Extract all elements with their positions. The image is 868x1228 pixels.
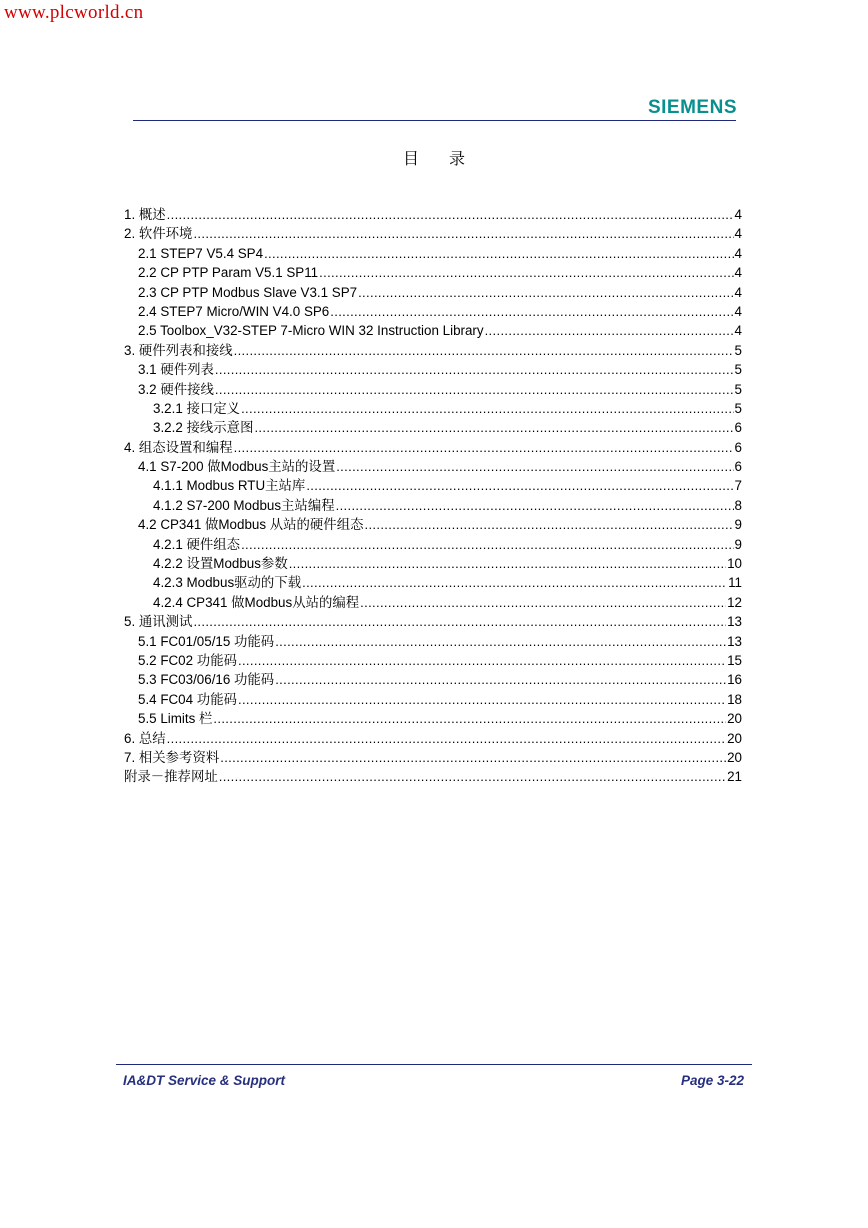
toc-dot-leader	[360, 593, 726, 612]
toc-entry-title: 2.2 CP PTP Param V5.1 SP11	[138, 265, 319, 281]
toc-dot-leader	[289, 554, 726, 573]
toc-entry-title: 4.2.3 Modbus驱动的下载	[153, 575, 302, 591]
toc-entry-page: 11	[728, 575, 742, 591]
toc-entry-title: 7. 相关参考资料	[124, 749, 220, 765]
toc-dot-leader	[275, 632, 726, 651]
toc-entry-page: 5	[734, 400, 742, 416]
toc-entry-page: 15	[727, 652, 742, 668]
toc-entry-page: 9	[734, 517, 742, 533]
toc-entry[interactable]	[124, 418, 742, 437]
toc-entry[interactable]	[124, 767, 742, 786]
toc-entry-page: 21	[727, 769, 742, 785]
toc-entry[interactable]	[124, 457, 742, 476]
toc-entry-title: 3. 硬件列表和接线	[124, 342, 233, 358]
toc-entry[interactable]	[124, 496, 742, 515]
toc-entry[interactable]	[124, 709, 742, 728]
toc-dot-leader	[193, 224, 733, 243]
toc-entry-title: 5.5 Limits 栏	[138, 711, 213, 727]
toc-entry[interactable]	[124, 244, 742, 263]
toc-entry-title: 2.5 Toolbox_V32-STEP 7-Micro WIN 32 Instruction Library	[138, 323, 484, 339]
toc-entry-title: 3.2.1 接口定义	[153, 400, 241, 416]
toc-entry[interactable]	[124, 690, 742, 709]
toc-entry[interactable]	[124, 399, 742, 418]
toc-entry-page: 4	[734, 284, 742, 300]
toc-entry-title: 4.2 CP341 做Modbus 从站的硬件组态	[138, 517, 364, 533]
toc-entry-title: 4.2.1 硬件组态	[153, 536, 241, 552]
toc-entry-page: 5	[734, 362, 742, 378]
toc-entry-page: 7	[734, 478, 742, 494]
toc-entry[interactable]	[124, 476, 742, 495]
toc-dot-leader	[241, 535, 733, 554]
toc-entry-title: 5. 通讯测试	[124, 614, 193, 630]
toc-entry-page: 18	[727, 691, 742, 707]
toc-entry-page: 16	[727, 672, 742, 688]
toc-entry[interactable]	[124, 341, 742, 360]
toc-entry[interactable]	[124, 651, 742, 670]
table-of-contents	[124, 205, 742, 787]
toc-dot-leader	[167, 729, 726, 748]
toc-dot-leader	[213, 709, 726, 728]
toc-entry-title: 2.4 STEP7 Micro/WIN V4.0 SP6	[138, 303, 330, 319]
toc-dot-leader	[220, 748, 726, 767]
toc-entry[interactable]	[124, 670, 742, 689]
toc-entry[interactable]	[124, 263, 742, 282]
toc-dot-leader	[238, 651, 726, 670]
toc-title: 目录	[402, 149, 495, 168]
toc-entry[interactable]	[124, 593, 742, 612]
toc-dot-leader	[241, 399, 733, 418]
toc-dot-leader	[234, 341, 734, 360]
toc-entry-page: 4	[734, 207, 742, 222]
toc-entry[interactable]	[124, 380, 742, 399]
toc-dot-leader	[330, 302, 733, 321]
toc-entry-title: 附录－推荐网址	[124, 769, 218, 785]
toc-entry[interactable]	[124, 554, 742, 573]
toc-entry[interactable]	[124, 748, 742, 767]
toc-entry-page: 12	[727, 594, 742, 610]
footer-page-number: Page 3-22	[680, 1073, 744, 1088]
toc-entry-title: 4.2.4 CP341 做Modbus从站的编程	[153, 594, 360, 610]
toc-entry-title: 4.1 S7-200 做Modbus主站的设置	[138, 459, 336, 475]
toc-entry-title: 2.3 CP PTP Modbus Slave V3.1 SP7	[138, 284, 358, 300]
toc-entry-page: 13	[727, 633, 742, 649]
toc-entry[interactable]	[124, 515, 742, 534]
toc-dot-leader	[364, 515, 733, 534]
toc-entry-title: 3.2.2 接线示意图	[153, 420, 254, 436]
toc-dot-leader	[336, 457, 733, 476]
toc-dot-leader	[358, 283, 733, 302]
toc-entry-title: 5.3 FC03/06/16 功能码	[138, 672, 275, 688]
toc-entry[interactable]	[124, 360, 742, 379]
toc-entry-title: 4. 组态设置和编程	[124, 439, 233, 455]
toc-entry-title: 3.2 硬件接线	[138, 381, 214, 397]
toc-entry-page: 4	[734, 303, 742, 319]
toc-entry-page: 4	[734, 265, 742, 281]
toc-dot-leader	[336, 496, 734, 515]
toc-dot-leader	[215, 380, 734, 399]
toc-entry[interactable]	[124, 632, 742, 651]
toc-entry-page: 4	[734, 226, 742, 242]
toc-entry-title: 6. 总结	[124, 730, 166, 746]
toc-entry[interactable]	[124, 321, 742, 340]
siemens-logo: SIEMENS	[647, 97, 737, 118]
toc-entry[interactable]	[124, 535, 742, 554]
toc-entry[interactable]	[124, 438, 742, 457]
toc-entry-page: 13	[727, 614, 742, 630]
footer-department: IA&DT Service & Support	[123, 1073, 286, 1088]
toc-entry[interactable]	[124, 729, 742, 748]
toc-entry-title: 5.4 FC04 功能码	[138, 691, 237, 707]
toc-entry-title: 4.1.1 Modbus RTU主站库	[153, 478, 306, 494]
toc-dot-leader	[302, 573, 727, 592]
toc-entry-title: 1. 概述	[124, 207, 166, 222]
toc-entry-page: 8	[734, 497, 742, 513]
toc-dot-leader	[306, 476, 733, 495]
toc-entry[interactable]	[124, 205, 742, 224]
toc-entry-title: 4.2.2 设置Modbus参数	[153, 556, 288, 572]
toc-entry[interactable]	[124, 573, 742, 592]
toc-entry-page: 10	[727, 556, 742, 572]
toc-entry-page: 9	[734, 536, 742, 552]
toc-dot-leader	[193, 612, 726, 631]
toc-entry[interactable]	[124, 224, 742, 243]
toc-dot-leader	[319, 263, 733, 282]
toc-entry-title: 2. 软件环境	[124, 226, 193, 242]
toc-entry-page: 20	[727, 749, 742, 765]
toc-entry-page: 6	[734, 420, 742, 436]
toc-entry-page: 20	[727, 730, 742, 746]
toc-entry-page: 5	[734, 381, 742, 397]
toc-entry-page: 6	[734, 459, 742, 475]
toc-entry[interactable]	[124, 283, 742, 302]
toc-dot-leader	[219, 767, 726, 786]
toc-dot-leader	[238, 690, 726, 709]
toc-entry-title: 4.1.2 S7-200 Modbus主站编程	[153, 497, 335, 513]
toc-entry-title: 5.2 FC02 功能码	[138, 652, 237, 668]
toc-entry-title: 5.1 FC01/05/15 功能码	[138, 633, 275, 649]
toc-entry[interactable]	[124, 612, 742, 631]
toc-entry-page: 6	[734, 439, 742, 455]
toc-entry-title: 3.1 硬件列表	[138, 362, 214, 378]
toc-dot-leader	[254, 418, 733, 437]
toc-entry-page: 4	[734, 245, 742, 261]
toc-entry[interactable]	[124, 302, 742, 321]
toc-entry-page: 20	[727, 711, 742, 727]
toc-dot-leader	[275, 670, 726, 689]
toc-entry-page: 4	[734, 323, 742, 339]
watermark-link[interactable]: www.plcworld.cn	[4, 2, 144, 23]
header-divider	[133, 120, 736, 121]
toc-dot-leader	[264, 244, 733, 263]
toc-dot-leader	[215, 360, 734, 379]
footer-divider	[116, 1064, 752, 1065]
toc-entry-page: 5	[734, 342, 742, 358]
toc-dot-leader	[485, 321, 734, 340]
toc-dot-leader	[234, 438, 734, 457]
toc-entry-title: 2.1 STEP7 V5.4 SP4	[138, 245, 264, 261]
toc-dot-leader	[167, 205, 734, 224]
